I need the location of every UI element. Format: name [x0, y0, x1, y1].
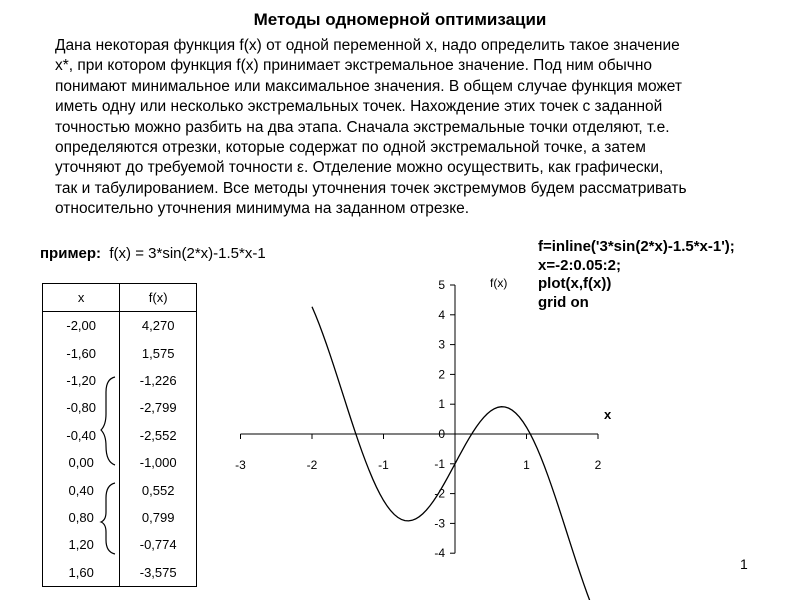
cell-fx: -2,552 — [120, 422, 197, 449]
header-x: x — [43, 284, 120, 312]
x-tick-label: -2 — [306, 458, 318, 472]
cell-fx: -1,000 — [120, 449, 197, 476]
cell-fx: 1,575 — [120, 339, 197, 366]
y-tick-label: -1 — [434, 456, 445, 471]
y-tick-label: -3 — [434, 516, 445, 531]
x-axis-label: x — [604, 407, 612, 422]
intro-line: так и табулированием. Все методы уточнения точек экстремумов будем рассматривать — [55, 179, 687, 197]
cell-x: -1,20 — [43, 367, 120, 394]
x-tick-label: -3 — [235, 458, 246, 472]
cell-x: -0,80 — [43, 394, 120, 421]
code-line: plot(x,f(x)) — [538, 275, 612, 292]
intro-line: относительно уточнения минимума на заданном отрезке. — [55, 200, 470, 218]
y-tick-label: -2 — [434, 486, 445, 501]
example-formula: f(x) = 3*sin(2*x)-1.5*x-1 — [109, 245, 266, 262]
bracket-bottom — [101, 483, 115, 554]
chart-ticks — [241, 285, 599, 553]
cell-x: 1,60 — [43, 559, 120, 587]
x-tick-label: 1 — [523, 458, 530, 472]
code-line: grid on — [538, 293, 589, 311]
cell-fx: -3,575 — [120, 559, 197, 587]
intro-line: точностью можно разбить на два этапа. Сначала экстремальные точки отделяют, т.е. — [55, 118, 670, 136]
chart-axes — [241, 285, 599, 553]
x-tick-label: 2 — [594, 458, 602, 472]
cell-x: 0,00 — [43, 449, 120, 476]
bracket-top — [101, 377, 115, 465]
cell-fx: -2,799 — [120, 394, 197, 421]
y-tick-label: 2 — [438, 367, 445, 382]
intro-line: понимают минимальное или максимальное значения. В общем случае функция может — [55, 77, 682, 95]
slide-title: Методы одномерной оптимизации — [253, 10, 547, 29]
cell-x: 1,20 — [43, 531, 120, 558]
cell-fx: 0,552 — [120, 476, 197, 503]
cell-x: 0,80 — [43, 504, 120, 531]
cell-x: -1,60 — [43, 339, 120, 366]
y-tick-label: 3 — [438, 337, 445, 352]
y-tick-label: 5 — [438, 278, 445, 292]
intro-line: иметь одну или несколько экстремальных точек. Нахождение этих точек с заданной — [55, 98, 663, 116]
intro-line: Дана некоторая функция f(x) от одной переменной x, надо определить такое значение — [55, 37, 680, 54]
y-axis-label: f(x) — [490, 276, 508, 290]
cell-fx: 4,270 — [120, 312, 197, 340]
page-number: 1 — [740, 556, 748, 572]
intro-line: определяются отрезки, которые содержат по одной экстремальной точке, а затем — [55, 139, 646, 157]
cell-fx: -1,226 — [120, 367, 197, 394]
header-fx: f(x) — [120, 284, 197, 312]
code-line: f=inline('3*sin(2*x)-1.5*x-1'); — [538, 238, 735, 255]
x-tick-label: -1 — [378, 458, 389, 472]
example-word: пример: — [40, 245, 102, 262]
cell-x: -0,40 — [43, 422, 120, 449]
cell-x: 0,40 — [43, 476, 120, 503]
y-tick-label: 0 — [438, 427, 445, 441]
cell-fx: -0,774 — [120, 531, 197, 558]
code-line: x=-2:0.05:2; — [538, 256, 621, 274]
intro-line: x*, при котором функция f(x) принимает экстремальное значение. Под ним обычно — [55, 57, 653, 75]
intro-line: уточняют до требуемой точности ε. Отделение можно осуществить, как графически, — [55, 159, 664, 177]
cell-fx: 0,799 — [120, 504, 197, 531]
y-tick-label: -4 — [434, 546, 445, 561]
cell-x: -2,00 — [43, 312, 120, 340]
y-tick-label: 1 — [438, 397, 445, 412]
table-brackets — [101, 377, 115, 554]
y-tick-label: 4 — [438, 307, 445, 322]
